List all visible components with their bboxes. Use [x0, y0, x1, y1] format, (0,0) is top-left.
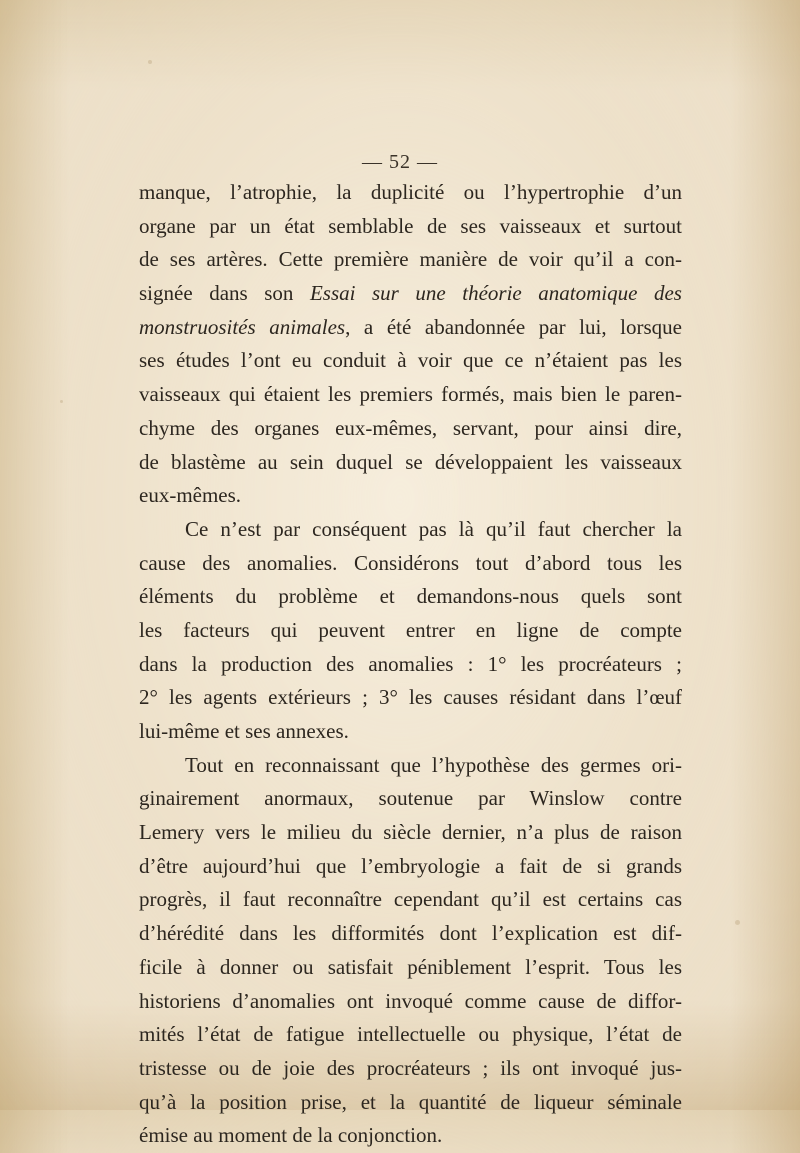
- text-line: ses études l’ont eu conduit à voir que ce n’étaient pas les: [139, 348, 682, 373]
- text-line: de ses artères. Cette première manière de voir qu’il a con-: [139, 247, 682, 272]
- text-line: qu’à la position prise, et la quantité de liqueur séminale: [139, 1089, 682, 1114]
- text-line: [139, 277, 682, 311]
- book-title: Essai sur une théorie anatomique des: [309, 281, 682, 306]
- page-number: — 52 —: [362, 151, 438, 173]
- text-run: , a été abandonnée par lui, lorsque: [345, 314, 682, 339]
- text-line: dans la production des anomalies : 1° les procréateurs ;: [139, 651, 682, 676]
- text-line: eux-mêmes.: [139, 483, 242, 508]
- text-line: lui-même et ses annexes.: [139, 719, 349, 743]
- text-line: manque, l’atrophie, la duplicité ou l’hypertrophie d’un: [139, 180, 682, 204]
- text-line: d’hérédité dans les difformités dont l’explication est dif-: [139, 921, 682, 946]
- text-line: [139, 311, 682, 345]
- text-line: mités l’état de fatigue intellectuelle ou physique, l’état de: [139, 1022, 682, 1047]
- paragraph-1: [139, 176, 682, 513]
- text-run: signée dans son: [139, 281, 310, 306]
- body-text: [139, 176, 682, 1153]
- text-line: vaisseaux qui étaient les premiers formés, mais bien le paren-: [139, 382, 682, 407]
- paragraph-3: [139, 749, 682, 1153]
- paper-spot: [148, 60, 152, 64]
- text-line: éléments du problème et demandons-nous quels sont: [139, 584, 682, 609]
- text-line: de blastème au sein duquel se développaient les vaisseaux: [139, 449, 682, 474]
- text-line: tristesse ou de joie des procréateurs ; ils ont invoqué jus-: [139, 1055, 682, 1080]
- text-line: les facteurs qui peuvent entrer en ligne de compte: [139, 617, 682, 642]
- book-title: monstruosités animales: [139, 314, 346, 339]
- paper-spot: [735, 920, 740, 925]
- text-line: émise au moment de la conjonction.: [139, 1123, 443, 1148]
- text-line: progrès, il faut reconnaître cependant qu’il est certains cas: [139, 887, 682, 912]
- text-line: Ce n’est par conséquent pas là qu’il faut chercher la: [185, 516, 682, 541]
- paragraph-2: [139, 513, 682, 749]
- text-line: 2° les agents extérieurs ; 3° les causes résidant dans l’œuf: [139, 685, 682, 710]
- text-line: Lemery vers le milieu du siècle dernier, n’a plus de raison: [139, 820, 682, 845]
- paper-spot: [60, 400, 63, 403]
- text-line: organe par un état semblable de ses vaisseaux et surtout: [139, 213, 682, 238]
- text-line: chyme des organes eux-mêmes, servant, pour ainsi dire,: [139, 415, 682, 440]
- text-line: d’être aujourd’hui que l’embryologie a fait de si grands: [139, 853, 682, 878]
- text-line: historiens d’anomalies ont invoqué comme cause de diffor-: [139, 988, 682, 1013]
- text-line: ficile à donner ou satisfait péniblement l’esprit. Tous les: [139, 954, 682, 979]
- text-line: ginairement anormaux, soutenue par Winslow contre: [139, 786, 682, 811]
- text-line: Tout en reconnaissant que l’hypothèse des germes ori-: [185, 752, 682, 777]
- text-line: cause des anomalies. Considérons tout d’abord tous les: [139, 550, 682, 575]
